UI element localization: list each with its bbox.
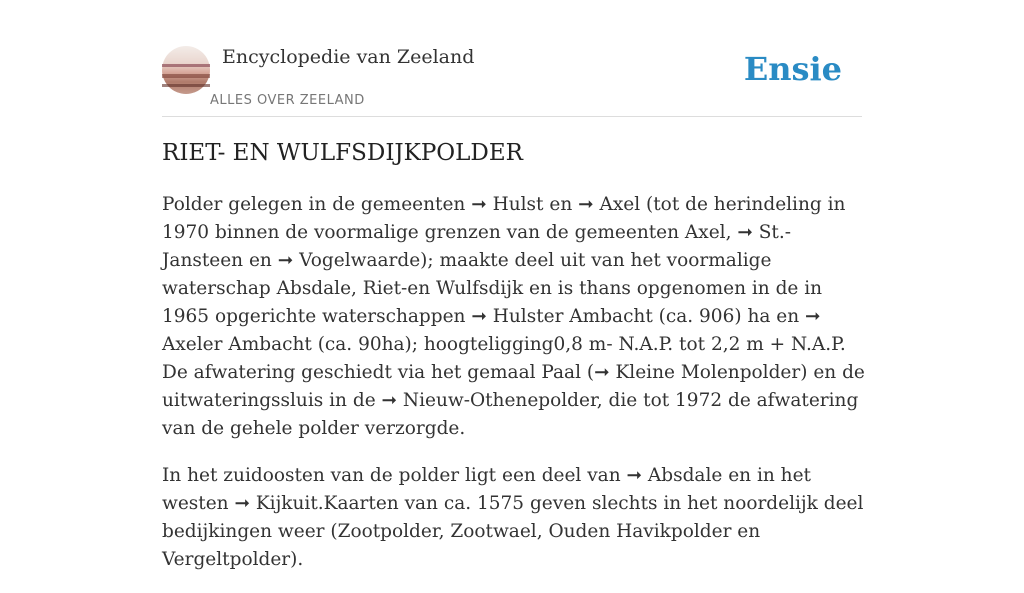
site-header <box>162 44 862 117</box>
avatar-band <box>162 74 210 78</box>
site-subtitle: ALLES OVER ZEELAND <box>210 93 365 108</box>
avatar-band <box>162 64 210 67</box>
ensie-logo[interactable]: Ensie <box>743 50 842 88</box>
article-paragraph: In het zuidoosten van de polder ligt een deel van ➞ Absdale en in het westen ➞ Kijkuit.Kaarten van ca. 1575 geven slechts in het noordelijk deel bedijkingen weer (Zootpolder, Zootwael, Ouden Havikpolder en Vergeltpolder). <box>162 465 864 570</box>
avatar-band <box>162 84 210 87</box>
site-title[interactable]: Encyclopedie van Zeeland <box>222 46 475 68</box>
article-title: RIET- EN WULFSDIJKPOLDER <box>162 140 523 166</box>
article-paragraph: Polder gelegen in de gemeenten ➞ Hulst en ➞ Axel (tot de herindeling in 1970 binnen de voormalige grenzen van de gemeenten Axel, ➞ St.-Jansteen en ➞ Vogelwaarde); maakte deel uit van het voormalige waterschap Absdale, Riet-en Wulfsdijk en is thans opgenomen in de in 1965 opgerichte waterschappen ➞ Hulster Ambacht (ca. 906) ha en ➞ Axeler Ambacht (ca. 90ha); hoogteligging0,8 m- N.A.P. tot 2,2 m + N.A.P. De afwatering geschiedt via het gemaal Paal (➞ Kleine Molenpolder) en de uitwateringssluis in de ➞ Nieuw-Othenepolder, die tot 1972 de afwatering van de gehele polder verzorgde. <box>162 194 865 439</box>
site-avatar[interactable] <box>162 46 210 94</box>
article-body <box>162 191 866 593</box>
